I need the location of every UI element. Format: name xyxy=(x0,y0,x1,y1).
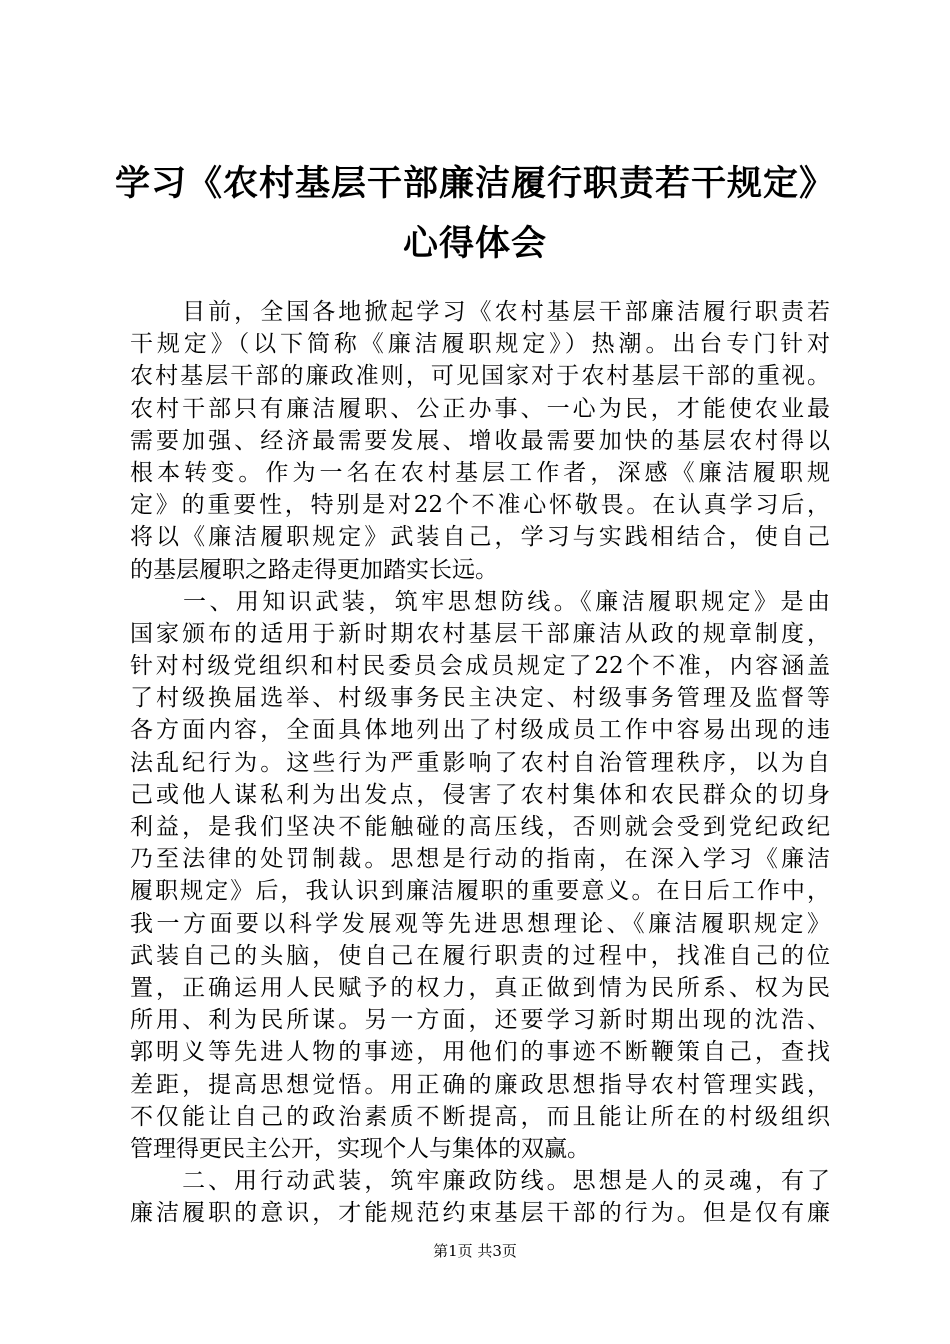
body-text-line: 管理得更民主公开，实现个人与集体的双赢。 xyxy=(130,1135,590,1162)
body-text-line: 农村基层干部的廉政准则，可见国家对于农村基层干部的重视。 xyxy=(130,363,830,390)
body-text-line: 针对村级党组织和村民委员会成员规定了22个不准，内容涵盖 xyxy=(130,653,830,680)
body-text-line: 了村级换届选举、村级事务民主决定、村级事务管理及监督等 xyxy=(130,685,830,712)
document-title-line-1: 学习《农村基层干部廉洁履行职责若干规定》 xyxy=(114,164,835,204)
body-text-line: 各方面内容，全面具体地列出了村级成员工作中容易出现的违 xyxy=(130,717,830,744)
body-text-line: 不仅能让自己的政治素质不断提高，而且能让所在的村级组织 xyxy=(130,1103,830,1130)
body-text-line: 根本转变。作为一名在农村基层工作者，深感《廉洁履职规 xyxy=(130,459,830,486)
body-text-line: 我一方面要以科学发展观等先进思想理论、《廉洁履职规定》 xyxy=(130,910,830,937)
body-text-line: 国家颁布的适用于新时期农村基层干部廉洁从政的规章制度， xyxy=(130,620,830,647)
body-text-line: 干规定》（以下简称《廉洁履职规定》）热潮。出台专门针对 xyxy=(130,331,830,358)
document-body xyxy=(130,296,830,1229)
body-text-line: 利益，是我们坚决不能触碰的高压线，否则就会受到党纪政纪 xyxy=(130,814,830,840)
body-text-line: 的基层履职之路走得更加踏实长远。 xyxy=(130,556,498,583)
body-text-line: 乃至法律的处罚制裁。思想是行动的指南，在深入学习《廉洁 xyxy=(130,846,830,873)
body-text-line: 差距，提高思想觉悟。用正确的廉政思想指导农村管理实践， xyxy=(130,1071,830,1098)
body-text-line: 郭明义等先进人物的事迹，用他们的事迹不断鞭策自己，查找 xyxy=(130,1039,830,1066)
body-text-line: 所用、利为民所谋。另一方面，还要学习新时期出现的沈浩、 xyxy=(130,1007,830,1034)
body-text-line: 农村干部只有廉洁履职、公正办事、一心为民，才能使农业最 xyxy=(130,395,830,422)
body-text-line: 定》的重要性，特别是对22个不准心怀敬畏。在认真学习后， xyxy=(130,492,830,519)
body-text-line: 一、用知识武装，筑牢思想防线。《廉洁履职规定》是由 xyxy=(130,588,830,615)
body-text-line: 廉洁履职的意识，才能规范约束基层干部的行为。但是仅有廉 xyxy=(130,1200,830,1227)
body-text-line: 需要加强、经济最需要发展、增收最需要加快的基层农村得以 xyxy=(130,427,830,454)
body-text-line: 武装自己的头脑，使自己在履行职责的过程中，找准自己的位 xyxy=(130,942,830,969)
page-footer: 第1页 共3页 xyxy=(433,1242,517,1260)
body-text-line: 二、用行动武装，筑牢廉政防线。思想是人的灵魂，有了 xyxy=(130,1168,830,1195)
body-text-line: 目前，全国各地掀起学习《农村基层干部廉洁履行职责若 xyxy=(130,299,830,325)
body-text-line: 己或他人谋私利为出发点，侵害了农村集体和农民群众的切身 xyxy=(130,781,830,808)
body-text-line: 置，正确运用人民赋予的权力，真正做到情为民所系、权为民 xyxy=(130,974,830,1001)
body-text-line: 履职规定》后，我认识到廉洁履职的重要意义。在日后工作中， xyxy=(130,878,830,905)
body-text-line: 法乱纪行为。这些行为严重影响了农村自治管理秩序，以为自 xyxy=(130,749,830,776)
document-title-line-2: 心得体会 xyxy=(402,224,547,264)
body-text-line: 将以《廉洁履职规定》武装自己，学习与实践相结合，使自己 xyxy=(130,524,830,551)
